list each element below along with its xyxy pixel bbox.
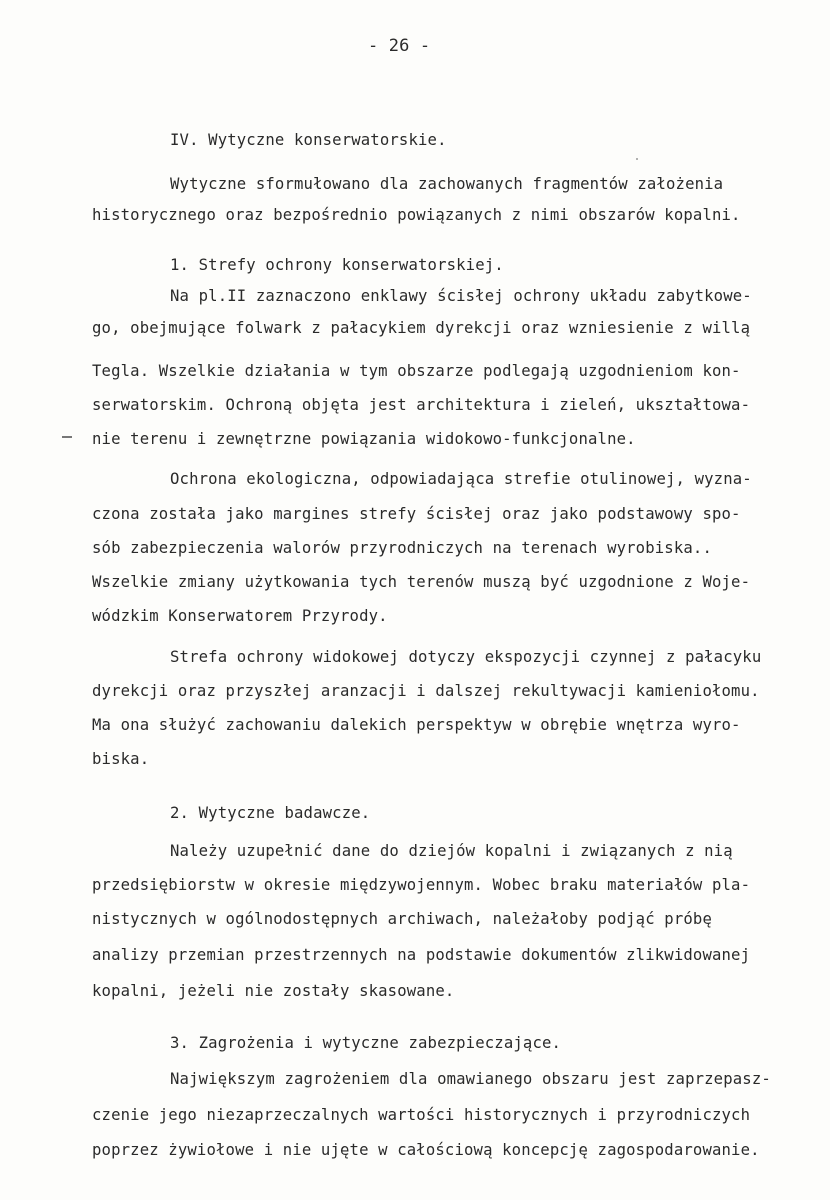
text-line: dyrekcji oraz przyszłej aranzacji i dalszej rekultywacji kamieniołomu. bbox=[92, 682, 760, 700]
text-line: nistycznych w ogólnodostępnych archiwach, należałoby podjąć próbę bbox=[92, 910, 712, 928]
text-line: Wytyczne sformułowano dla zachowanych fragmentów założenia bbox=[170, 175, 724, 193]
page-number: - 26 - bbox=[368, 36, 431, 56]
text-line: czona została jako margines strefy ścisłej oraz jako podstawowy spo- bbox=[92, 505, 741, 523]
text-line: poprzez żywiołowe i nie ujęte w całościową koncepcję zagospodarowanie. bbox=[92, 1141, 760, 1159]
text-line: Tegla. Wszelkie działania w tym obszarze podlegają uzgodnieniom kon- bbox=[92, 362, 741, 380]
subsection-heading-1: 1. Strefy ochrony konserwatorskiej. bbox=[170, 256, 504, 274]
text-line: nie terenu i zewnętrzne powiązania widokowo-funkcjonalne. bbox=[92, 430, 636, 448]
text-line: Na pl.II zaznaczono enklawy ścisłej ochrony układu zabytkowe- bbox=[170, 287, 752, 305]
text-line: Największym zagrożeniem dla omawianego obszaru jest zaprzepasz- bbox=[170, 1070, 771, 1088]
text-line: Ma ona służyć zachowaniu dalekich perspektyw w obrębie wnętrza wyro- bbox=[92, 716, 741, 734]
text-line: kopalni, jeżeli nie zostały skasowane. bbox=[92, 982, 455, 1000]
text-line: analizy przemian przestrzennych na podstawie dokumentów zlikwidowanej bbox=[92, 946, 751, 964]
text-line: go, obejmujące folwark z pałacykiem dyrekcji oraz wzniesienie z willą bbox=[92, 319, 751, 337]
scan-speck bbox=[636, 158, 638, 160]
text-line: sób zabezpieczenia walorów przyrodniczych na terenach wyrobiska.. bbox=[92, 539, 712, 557]
text-line: Strefa ochrony widokowej dotyczy ekspozycji czynnej z pałacyku bbox=[170, 648, 762, 666]
subsection-heading-2: 2. Wytyczne badawcze. bbox=[170, 804, 371, 822]
text-line: Ochrona ekologiczna, odpowiadająca strefie otulinowej, wyzna- bbox=[170, 470, 752, 488]
text-line: serwatorskim. Ochroną objęta jest architektura i zieleń, ukształtowa- bbox=[92, 396, 751, 414]
text-line: przedsiębiorstw w okresie międzywojennym. Wobec braku materiałów pla- bbox=[92, 876, 751, 894]
text-line: biska. bbox=[92, 750, 150, 768]
text-line: Należy uzupełnić dane do dziejów kopalni i związanych z nią bbox=[170, 842, 733, 860]
section-heading: IV. Wytyczne konserwatorskie. bbox=[170, 131, 447, 149]
text-line: wódzkim Konserwatorem Przyrody. bbox=[92, 607, 388, 625]
text-line: czenie jego niezaprzeczalnych wartości historycznych i przyrodniczych bbox=[92, 1106, 751, 1124]
text-line: historycznego oraz bezpośrednio powiązanych z nimi obszarów kopalni. bbox=[92, 206, 741, 224]
text-line: Wszelkie zmiany użytkowania tych terenów muszą być uzgodnione z Woje- bbox=[92, 573, 751, 591]
subsection-heading-3: 3. Zagrożenia i wytyczne zabezpieczające. bbox=[170, 1034, 562, 1052]
margin-dash bbox=[62, 436, 72, 438]
